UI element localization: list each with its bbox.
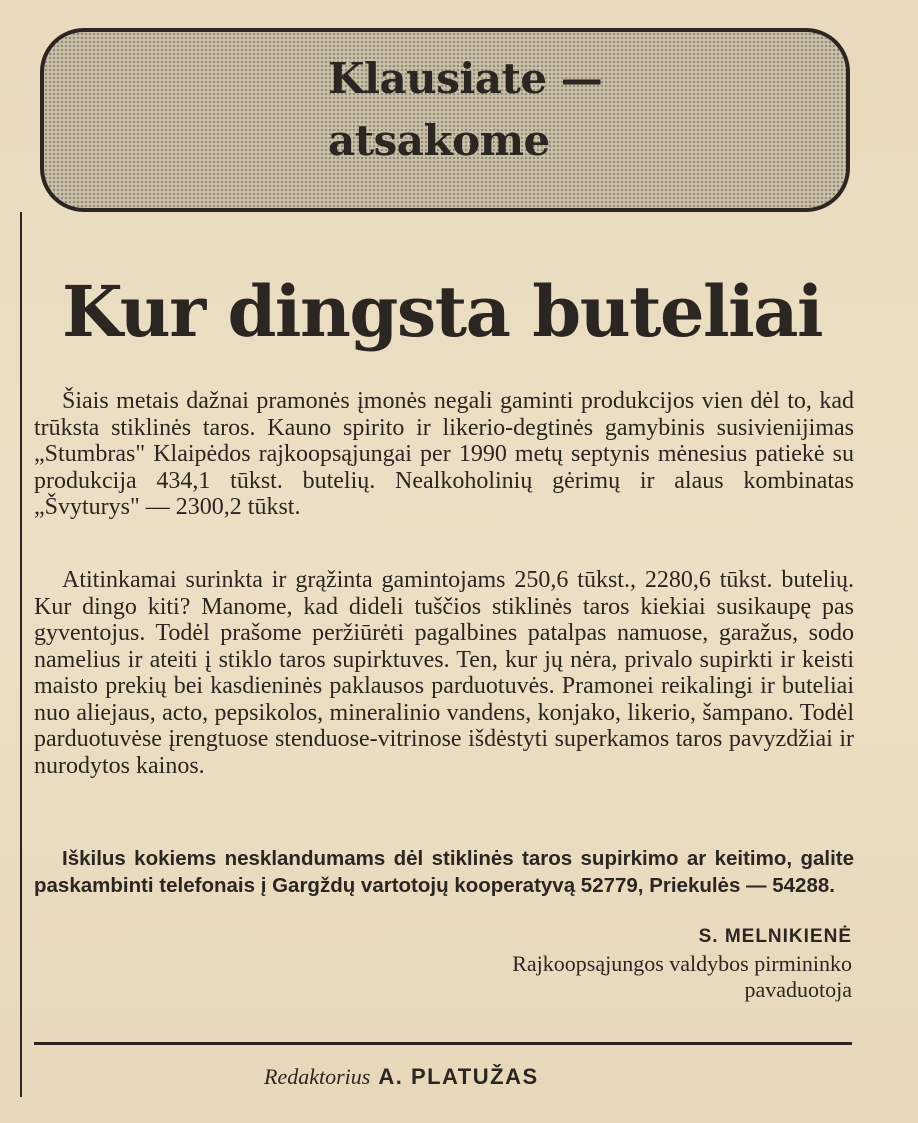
- article-paragraph-2: Atitinkamai surinkta ir grąžinta gamintojams 250,6 tūkst., 2280,6 tūkst. butelių. Kur dingo kiti? Manome, kad dideli tuščios stiklinės taros kiekiai susikaupę pas gyventojus. Todėl prašome peržiūrėti pagalbines patalpas namuose, garažus, sodo namelius ir ateiti į stiklo taros supirktuves. Ten, kur jų nėra, privalo supirkti ir keisti maisto prekių bei kasdieninės paklausos parduotuvės. Pramonei reikalingi ir buteliai nuo aliejaus, acto, pepsikolos, mineralinio vandens, konjako, likerio, šampano. Todėl parduotuvėse įrengtuose stenduose-vitrinose išdėstyti superkamos taros pavyzdžiai ir nurodytos kainos.: [34, 567, 854, 779]
- editor-credit: [264, 1064, 539, 1090]
- footer-divider: [34, 1042, 852, 1045]
- section-title: [328, 48, 688, 172]
- article-paragraph-1: Šiais metais dažnai pramonės įmonės negali gaminti produkcijos vien dėl to, kad trūksta stiklinės taros. Kauno spirito ir likerio-degtinės gamybinis susivienijimas „Stumbras" Klaipėdos rajkoopsąjungai per 1990 metų septynis mėnesius patiekė su produkcija 434,1 tūkst. butelių. Nealkoholinių gėrimų ir alaus kombinatas „Švyturys" — 2300,2 tūkst.: [34, 388, 854, 520]
- article-headline: Kur dingsta buteliai: [62, 270, 823, 353]
- editor-name: A. PLATUŽAS: [378, 1064, 539, 1089]
- author-signature: [512, 924, 852, 1004]
- editor-role: Redaktorius: [264, 1064, 371, 1089]
- section-title-line-2: atsakome: [328, 116, 550, 165]
- author-title-line-1: Rajkoopsąjungos valdybos pirmininko: [512, 950, 852, 976]
- author-name: S. MELNIKIENĖ: [698, 926, 852, 947]
- section-title-line-1: Klausiate —: [328, 54, 603, 103]
- author-title-line-2: pavaduotoja: [744, 977, 852, 1002]
- column-rule: [20, 212, 22, 1097]
- article-paragraph-contacts: Iškilus kokiems nesklandumams dėl stiklinės taros supirkimo ar keitimo, galite paskambinti telefonais į Gargždų vartotojų kooperatyvą 52779, Priekulės — 54288.: [34, 847, 854, 897]
